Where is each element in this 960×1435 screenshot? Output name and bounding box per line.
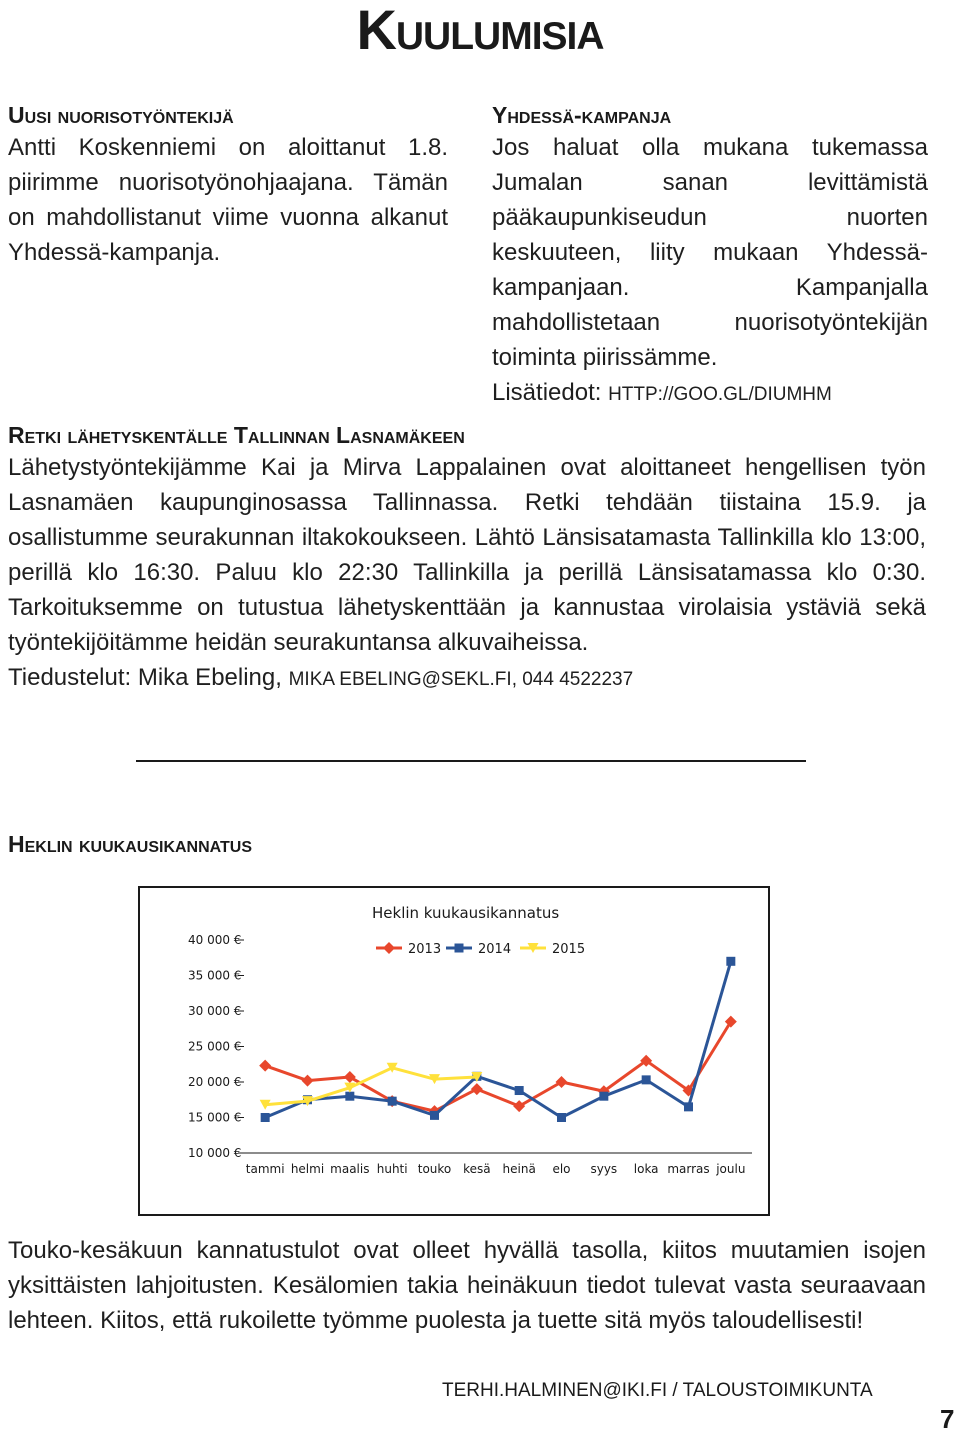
x-tick-label: maalis	[330, 1162, 370, 1176]
data-point-2013	[259, 1060, 271, 1072]
legend-label-2015: 2015	[552, 942, 586, 957]
data-point-2014	[261, 1113, 270, 1122]
legend-marker-2013	[383, 942, 395, 954]
retki-heading: Retki lähetyskentälle Tallinnan Lasnamäkeen	[8, 422, 465, 448]
data-point-2014	[599, 1092, 608, 1101]
data-point-2013	[471, 1083, 483, 1095]
x-tick-label: syys	[590, 1162, 618, 1176]
data-point-2014	[557, 1113, 566, 1122]
data-point-2013	[302, 1075, 314, 1087]
legend-label-2014: 2014	[478, 942, 512, 957]
y-tick-label: 10 000 €	[188, 1146, 242, 1160]
x-tick-label: loka	[633, 1162, 659, 1176]
x-tick-label: elo	[552, 1162, 571, 1176]
yhdessa-kampanja-section	[492, 100, 928, 412]
data-point-2014	[430, 1111, 439, 1120]
x-tick-label: huhti	[376, 1162, 408, 1176]
data-point-2013	[513, 1100, 525, 1112]
closing-text: Touko-kesäkuun kannatustulot ovat olleet hyvällä tasolla, kiitos muutamien isojen yksittäisten lahjoitusten. Kesälomien takia heinäkuun tiedot tulevat vasta seuraavaan lehteen. Kiitos, että rukoilette työmme puolesta ja tuette sitä myös taloudellisesti!	[8, 1237, 926, 1334]
x-tick-label: helmi	[290, 1162, 325, 1176]
yhdessa-text: Jos haluat olla mukana tukemassa Jumalan sanan levittämistä pääkaupunkiseudun nuorten keskuuteen, liity mukaan Yhdessä-kampanjaan. Kampanjalla mahdollistetaan nuorisotyöntekijän toiminta piirissämme.	[492, 134, 928, 371]
uusi-heading: Uusi nuorisotyöntekijä	[8, 102, 234, 128]
y-tick-label: 15 000 €	[188, 1110, 242, 1125]
yhdessa-info-line	[492, 375, 928, 412]
hekl-chart	[138, 886, 770, 1216]
section-divider	[136, 760, 806, 762]
hekl-chart-svg	[140, 888, 768, 1214]
uusi-nuorisotyontekija-section	[8, 100, 448, 270]
x-tick-label: tammi	[245, 1162, 285, 1176]
retki-text: Lähetystyöntekijämme Kai ja Mirva Lappalainen ovat aloittaneet hengellisen työn Lasnamäen kaupunginosassa Tallinnassa. Retki tehdään tiistaina 15.9. ja osallistumme seurakunnan iltakokoukseen. Lähtö Länsisatamasta Tallinkilla klo 13:00, perillä klo 16:30. Paluu klo 22:30 Tallinkilla ja perillä Länsisatamassa klo 0:30. Tarkoituksemme on tutustua lähetyskenttään ja kannustaa virolaisia ystäviä sekä työntekijöitämme heidän seurakuntansa alkuvaiheissa.	[8, 454, 926, 656]
data-point-2014	[345, 1092, 354, 1101]
signature: TERHI.HALMINEN@IKI.FI / TALOUSTOIMIKUNTA	[442, 1380, 873, 1401]
y-tick-label: 40 000 €	[188, 933, 242, 947]
x-tick-label: kesä	[463, 1162, 491, 1176]
y-tick-label: 30 000 €	[188, 1004, 242, 1018]
series-line-2014	[265, 961, 731, 1117]
data-point-2014	[642, 1075, 651, 1084]
page-number: 7	[940, 1404, 955, 1434]
data-point-2013	[344, 1071, 356, 1083]
uusi-text: Antti Koskenniemi on aloittanut 1.8. piirimme nuorisotyönohjaajana. Tämän on mahdollistanut viime vuonna alkanut Yhdessä-kampanja.	[8, 134, 448, 266]
chart-title: Heklin kuukausikannatus	[372, 904, 560, 922]
yhdessa-link[interactable]: HTTP://GOO.GL/DIUMHM	[608, 384, 832, 405]
data-point-2014	[515, 1086, 524, 1095]
closing-section	[8, 1233, 926, 1338]
x-tick-label: touko	[417, 1162, 452, 1176]
hekl-heading: Heklin kuukausikannatus	[8, 831, 253, 857]
x-tick-label: marras	[667, 1162, 710, 1176]
retki-contact-email[interactable]: MIKA EBELING@SEKL.FI	[288, 669, 512, 690]
y-tick-label: 35 000 €	[188, 968, 242, 983]
yhdessa-heading: Yhdessä-kampanja	[492, 102, 672, 128]
y-tick-label: 20 000 €	[188, 1075, 242, 1089]
retki-section	[8, 420, 926, 697]
legend-label-2013: 2013	[408, 942, 442, 957]
data-point-2014	[684, 1102, 693, 1111]
data-point-2014	[726, 957, 735, 966]
retki-contact-line	[8, 660, 926, 697]
x-tick-label: heinä	[502, 1162, 536, 1176]
yhdessa-info-label: Lisätiedot:	[492, 379, 602, 406]
retki-contact-label: Tiedustelut: Mika Ebeling,	[8, 664, 282, 691]
legend-marker-2014	[455, 944, 464, 953]
page-title: Kuulumisia	[356, 0, 604, 61]
data-point-2014	[388, 1097, 397, 1106]
x-tick-label: joulu	[716, 1162, 746, 1176]
data-point-2013	[556, 1076, 568, 1088]
y-tick-label: 25 000 €	[188, 1039, 242, 1054]
retki-contact-phone: , 044 4522237	[511, 669, 634, 690]
